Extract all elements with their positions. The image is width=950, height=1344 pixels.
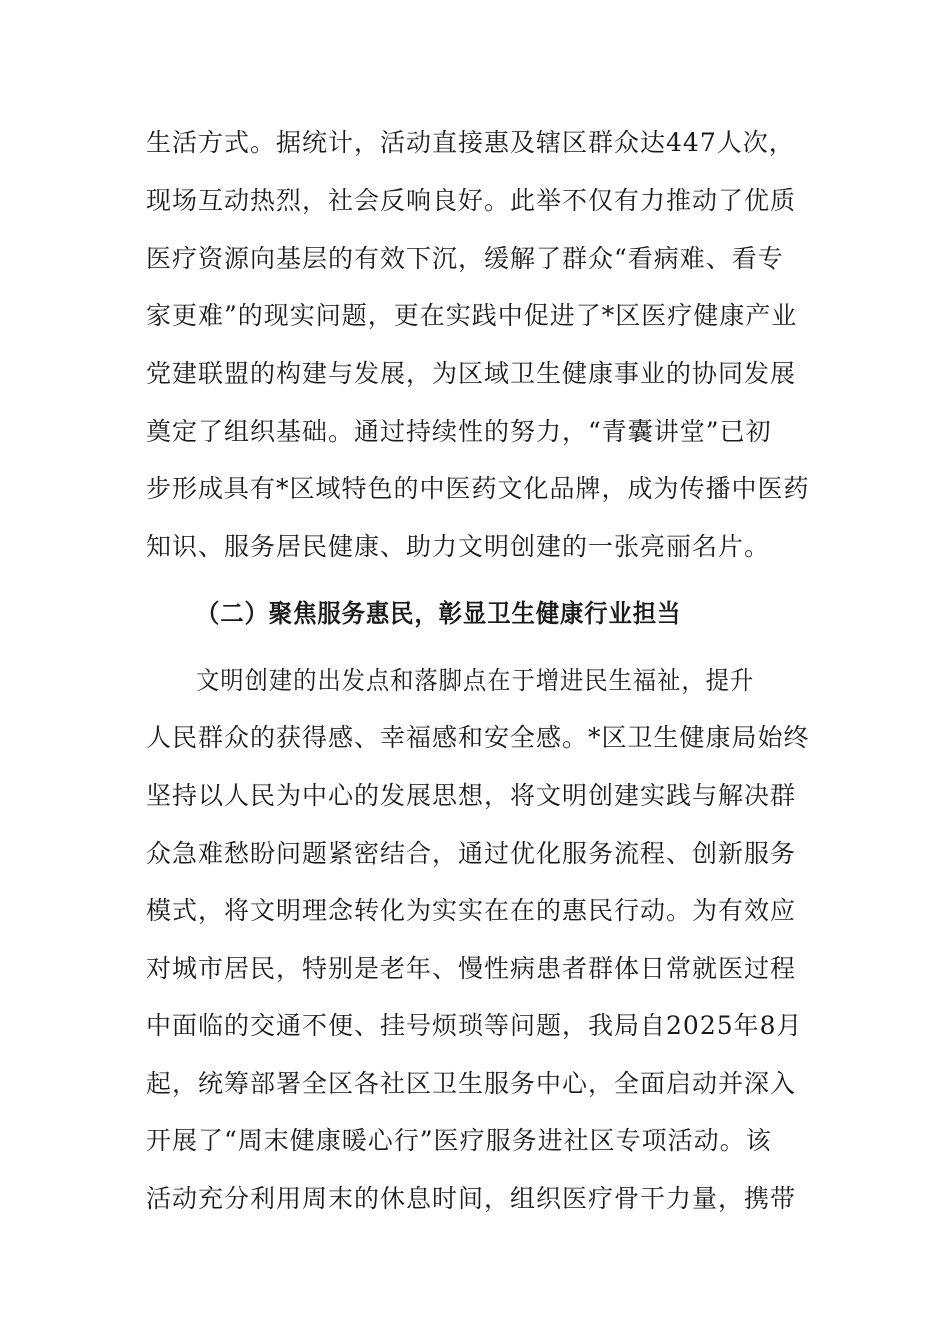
paragraph-2-line-10: 活动充分利用周末的休息时间，组织医疗骨干力量，携带 (146, 1184, 797, 1213)
paragraph-2-line-8: 起，统筹部署全区各社区卫生服务中心，全面启动并深入 (146, 1069, 797, 1098)
section-heading: （二）聚焦服务惠民，彰显卫生健康行业担当 (196, 599, 682, 628)
paragraph-1-line-3: 医疗资源向基层的有效下沉，缓解了群众“看病难、看专 (146, 244, 784, 273)
paragraph-2-line-2: 人民群众的获得感、幸福感和安全感。*区卫生健康局始终 (146, 723, 810, 752)
paragraph-1-line-4: 家更难”的现实问题，更在实践中促进了*区医疗健康产业 (146, 301, 798, 330)
paragraph-2-line-3: 坚持以人民为中心的发展思想，将文明创建实践与解决群 (146, 781, 797, 810)
paragraph-1-line-1: 生活方式。据统计，活动直接惠及辖区群众达447人次， (146, 128, 795, 157)
paragraph-1-line-8: 知识、服务居民健康、助力文明创建的一张亮丽名片。 (146, 532, 771, 561)
paragraph-2-line-9: 开展了“周末健康暖心行”医疗服务进社区专项活动。该 (146, 1126, 772, 1155)
paragraph-2-line-5: 模式，将文明理念转化为实实在在的惠民行动。为有效应 (146, 896, 797, 925)
paragraph-1-line-2: 现场互动热烈，社会反响良好。此举不仅有力推动了优质 (146, 186, 797, 215)
paragraph-2-line-7: 中面临的交通不便、挂号烦琐等问题，我局自2025年8月 (146, 1011, 803, 1040)
paragraph-2-line-1: 文明创建的出发点和落脚点在于增进民生福祉，提升 (196, 666, 755, 695)
paragraph-2-line-4: 众急难愁盼问题紧密结合，通过优化服务流程、创新服务 (146, 839, 797, 868)
paragraph-1-line-6: 奠定了组织基础。通过持续性的努力，“青囊讲堂”已初 (146, 417, 772, 446)
paragraph-1-line-5: 党建联盟的构建与发展，为区域卫生健康事业的协同发展 (146, 359, 797, 388)
paragraph-1-line-7: 步形成具有*区域特色的中医药文化品牌，成为传播中医药 (146, 474, 810, 503)
paragraph-2-line-6: 对城市居民，特别是老年、慢性病患者群体日常就医过程 (146, 954, 797, 983)
